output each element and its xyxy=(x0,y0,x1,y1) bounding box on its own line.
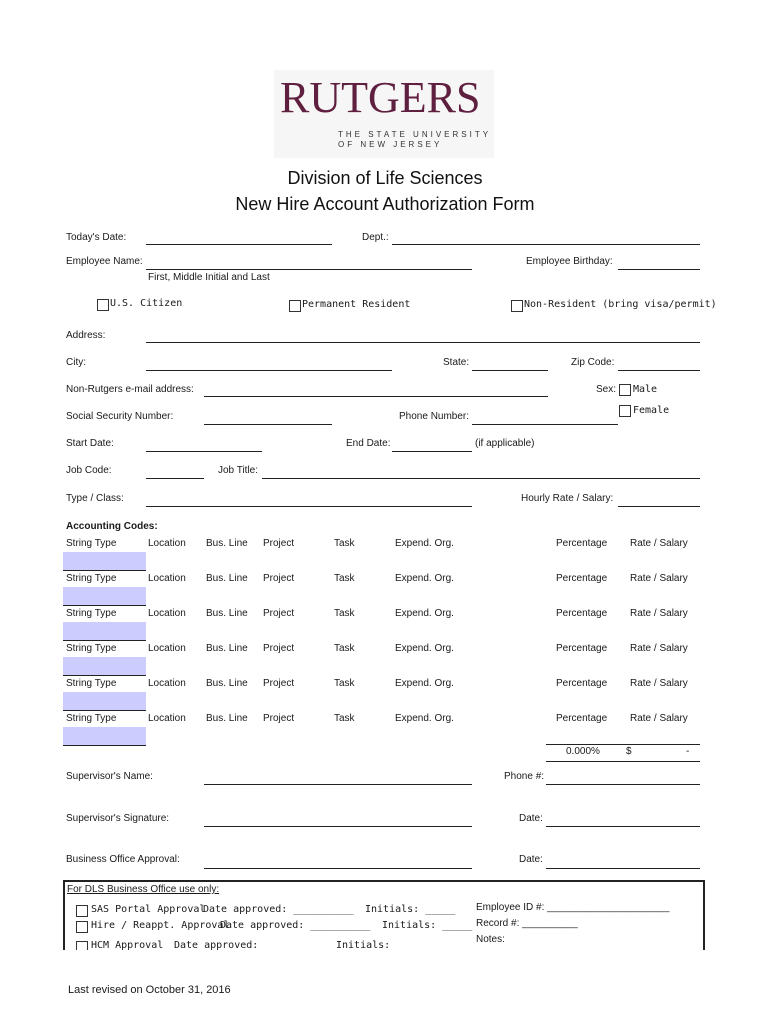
job-title-label: Job Title: xyxy=(218,465,259,476)
business-office-label: Business Office Approval: xyxy=(66,854,180,865)
acct-col-project: Project xyxy=(263,608,295,619)
acct-col-expend-org: Expend. Org. xyxy=(395,608,454,619)
record-field[interactable]: Record #: __________ xyxy=(476,918,578,929)
dept-label: Dept.: xyxy=(362,232,389,243)
sas-portal-checkbox[interactable] xyxy=(76,905,88,917)
city-label: City: xyxy=(66,357,86,368)
todays-date-label: Today's Date: xyxy=(66,232,127,243)
acct-col-location: Location xyxy=(148,573,186,584)
supervisor-name-field[interactable] xyxy=(204,784,472,785)
logo-subtitle-2: OF NEW JERSEY xyxy=(338,140,443,149)
sex-label: Sex: xyxy=(596,384,617,395)
non-resident-checkbox[interactable] xyxy=(511,300,523,312)
email-field[interactable] xyxy=(204,396,548,397)
acct-col-project: Project xyxy=(263,538,295,549)
end-date-field[interactable] xyxy=(392,451,472,452)
string-type-input[interactable] xyxy=(63,692,146,711)
notes-label: Notes: xyxy=(476,934,505,945)
acct-col-expend-org: Expend. Org. xyxy=(395,678,454,689)
acct-col-percentage: Percentage xyxy=(556,538,608,549)
string-type-input[interactable] xyxy=(63,587,146,606)
revision-note: Last revised on October 31, 2016 xyxy=(68,984,231,996)
sas-portal-initials: Initials: _____ xyxy=(365,904,456,915)
address-label: Address: xyxy=(66,330,106,341)
state-label: State: xyxy=(443,357,470,368)
job-code-label: Job Code: xyxy=(66,465,112,476)
male-label: Male xyxy=(633,384,658,395)
hire-reappt-initials: Initials: _____ xyxy=(382,920,473,931)
supervisor-signature-label: Supervisor's Signature: xyxy=(66,813,170,824)
form-title: New Hire Account Authorization Form xyxy=(235,194,535,214)
acct-col-rate-salary: Rate / Salary xyxy=(630,538,688,549)
supervisor-phone-label: Phone #: xyxy=(504,771,545,782)
non-resident-label: Non-Resident (bring visa/permit) xyxy=(524,299,717,310)
rutgers-logo xyxy=(274,70,494,158)
us-citizen-checkbox[interactable] xyxy=(97,299,109,311)
acct-col-rate-salary: Rate / Salary xyxy=(630,713,688,724)
hcm-checkbox[interactable] xyxy=(76,941,88,950)
division-title: Division of Life Sciences xyxy=(287,168,483,188)
job-code-field[interactable] xyxy=(146,478,204,479)
dept-field[interactable] xyxy=(392,244,700,245)
acct-col-location: Location xyxy=(148,713,186,724)
employee-birthday-label: Employee Birthday: xyxy=(526,256,613,267)
acct-col-string-type: String Type xyxy=(66,608,117,619)
acct-col-string-type: String Type xyxy=(66,713,117,724)
hire-reappt-date: Date approved: __________ xyxy=(220,920,371,931)
acct-col-rate-salary: Rate / Salary xyxy=(630,643,688,654)
acct-col-task: Task xyxy=(334,608,355,619)
acct-col-project: Project xyxy=(263,713,295,724)
ssn-field[interactable] xyxy=(204,424,332,425)
total-amount: - xyxy=(686,746,690,757)
permanent-resident-label: Permanent Resident xyxy=(302,299,411,310)
phone-field[interactable] xyxy=(472,424,618,425)
acct-col-percentage: Percentage xyxy=(556,678,608,689)
hourly-rate-field[interactable] xyxy=(618,506,700,507)
total-currency: $ xyxy=(626,746,632,757)
acct-col-expend-org: Expend. Org. xyxy=(395,538,454,549)
business-office-date-label: Date: xyxy=(519,854,543,865)
zip-label: Zip Code: xyxy=(571,357,615,368)
sas-portal-date: Date approved: __________ xyxy=(203,904,354,915)
us-citizen-label: U.S. Citizen xyxy=(110,298,183,309)
acct-col-task: Task xyxy=(334,538,355,549)
job-title-field[interactable] xyxy=(262,478,700,479)
employee-birthday-field[interactable] xyxy=(618,269,700,270)
end-date-label: End Date: xyxy=(346,438,391,449)
acct-col-bus-line: Bus. Line xyxy=(206,538,248,549)
start-date-field[interactable] xyxy=(146,451,262,452)
office-use-box xyxy=(63,880,705,950)
acct-col-task: Task xyxy=(334,643,355,654)
string-type-input[interactable] xyxy=(63,622,146,641)
signature-date-field[interactable] xyxy=(546,826,700,827)
male-checkbox[interactable] xyxy=(619,384,631,396)
acct-col-expend-org: Expend. Org. xyxy=(395,643,454,654)
acct-col-project: Project xyxy=(263,678,295,689)
hcm-label: HCM Approval xyxy=(91,940,164,950)
acct-col-percentage: Percentage xyxy=(556,608,608,619)
acct-col-location: Location xyxy=(148,678,186,689)
acct-col-bus-line: Bus. Line xyxy=(206,608,248,619)
start-date-label: Start Date: xyxy=(66,438,114,449)
acct-col-task: Task xyxy=(334,573,355,584)
acct-col-location: Location xyxy=(148,643,186,654)
acct-col-string-type: String Type xyxy=(66,643,117,654)
acct-col-percentage: Percentage xyxy=(556,643,608,654)
supervisor-phone-field[interactable] xyxy=(546,784,700,785)
city-field[interactable] xyxy=(146,370,392,371)
acct-col-rate-salary: Rate / Salary xyxy=(630,678,688,689)
acct-col-bus-line: Bus. Line xyxy=(206,643,248,654)
string-type-input[interactable] xyxy=(63,727,146,746)
hcm-initials: Initials: xyxy=(336,940,391,950)
address-field[interactable] xyxy=(146,342,700,343)
ssn-label: Social Security Number: xyxy=(66,411,174,422)
employee-id-field[interactable]: Employee ID #: ______________________ xyxy=(476,902,670,913)
acct-col-string-type: String Type xyxy=(66,538,117,549)
acct-col-percentage: Percentage xyxy=(556,713,608,724)
sas-portal-label: SAS Portal Approval xyxy=(91,904,206,915)
acct-col-location: Location xyxy=(148,538,186,549)
hourly-rate-label: Hourly Rate / Salary: xyxy=(521,493,614,504)
type-class-field[interactable] xyxy=(146,506,472,507)
acct-col-project: Project xyxy=(263,573,295,584)
female-checkbox[interactable] xyxy=(619,405,631,417)
acct-col-expend-org: Expend. Org. xyxy=(395,713,454,724)
hire-reappt-label: Hire / Reappt. Approval xyxy=(91,920,230,931)
acct-col-bus-line: Bus. Line xyxy=(206,713,248,724)
logo-subtitle-1: THE STATE UNIVERSITY xyxy=(338,130,492,139)
signature-date-label: Date: xyxy=(519,813,543,824)
business-office-date-field[interactable] xyxy=(546,868,700,869)
if-applicable-note: (if applicable) xyxy=(475,438,535,449)
employee-name-label: Employee Name: xyxy=(66,256,143,267)
acct-col-rate-salary: Rate / Salary xyxy=(630,608,688,619)
total-percentage: 0.000% xyxy=(566,746,600,757)
acct-col-bus-line: Bus. Line xyxy=(206,573,248,584)
supervisor-name-label: Supervisor's Name: xyxy=(66,771,153,782)
acct-col-location: Location xyxy=(148,608,186,619)
female-label: Female xyxy=(633,405,670,416)
permanent-resident-checkbox[interactable] xyxy=(289,300,301,312)
hire-reappt-checkbox[interactable] xyxy=(76,921,88,933)
zip-field[interactable] xyxy=(618,370,700,371)
todays-date-field[interactable] xyxy=(146,244,332,245)
employee-name-field[interactable] xyxy=(146,269,472,270)
acct-col-bus-line: Bus. Line xyxy=(206,678,248,689)
business-office-field[interactable] xyxy=(204,868,472,869)
acct-col-expend-org: Expend. Org. xyxy=(395,573,454,584)
supervisor-signature-field[interactable] xyxy=(204,826,472,827)
type-class-label: Type / Class: xyxy=(66,493,124,504)
office-use-heading: For DLS Business Office use only: xyxy=(67,884,220,895)
acct-col-string-type: String Type xyxy=(66,678,117,689)
accounting-heading: Accounting Codes: xyxy=(66,521,158,532)
string-type-input[interactable] xyxy=(63,552,146,571)
logo-wordmark: RUTGERS xyxy=(280,73,481,122)
acct-col-task: Task xyxy=(334,713,355,724)
phone-label: Phone Number: xyxy=(399,411,470,422)
acct-col-project: Project xyxy=(263,643,295,654)
hcm-date: Date approved: xyxy=(174,940,259,950)
acct-col-string-type: String Type xyxy=(66,573,117,584)
name-hint: First, Middle Initial and Last xyxy=(148,272,270,283)
acct-col-task: Task xyxy=(334,678,355,689)
acct-col-percentage: Percentage xyxy=(556,573,608,584)
acct-col-rate-salary: Rate / Salary xyxy=(630,573,688,584)
state-field[interactable] xyxy=(472,370,548,371)
string-type-input[interactable] xyxy=(63,657,146,676)
email-label: Non-Rutgers e-mail address: xyxy=(66,384,194,395)
